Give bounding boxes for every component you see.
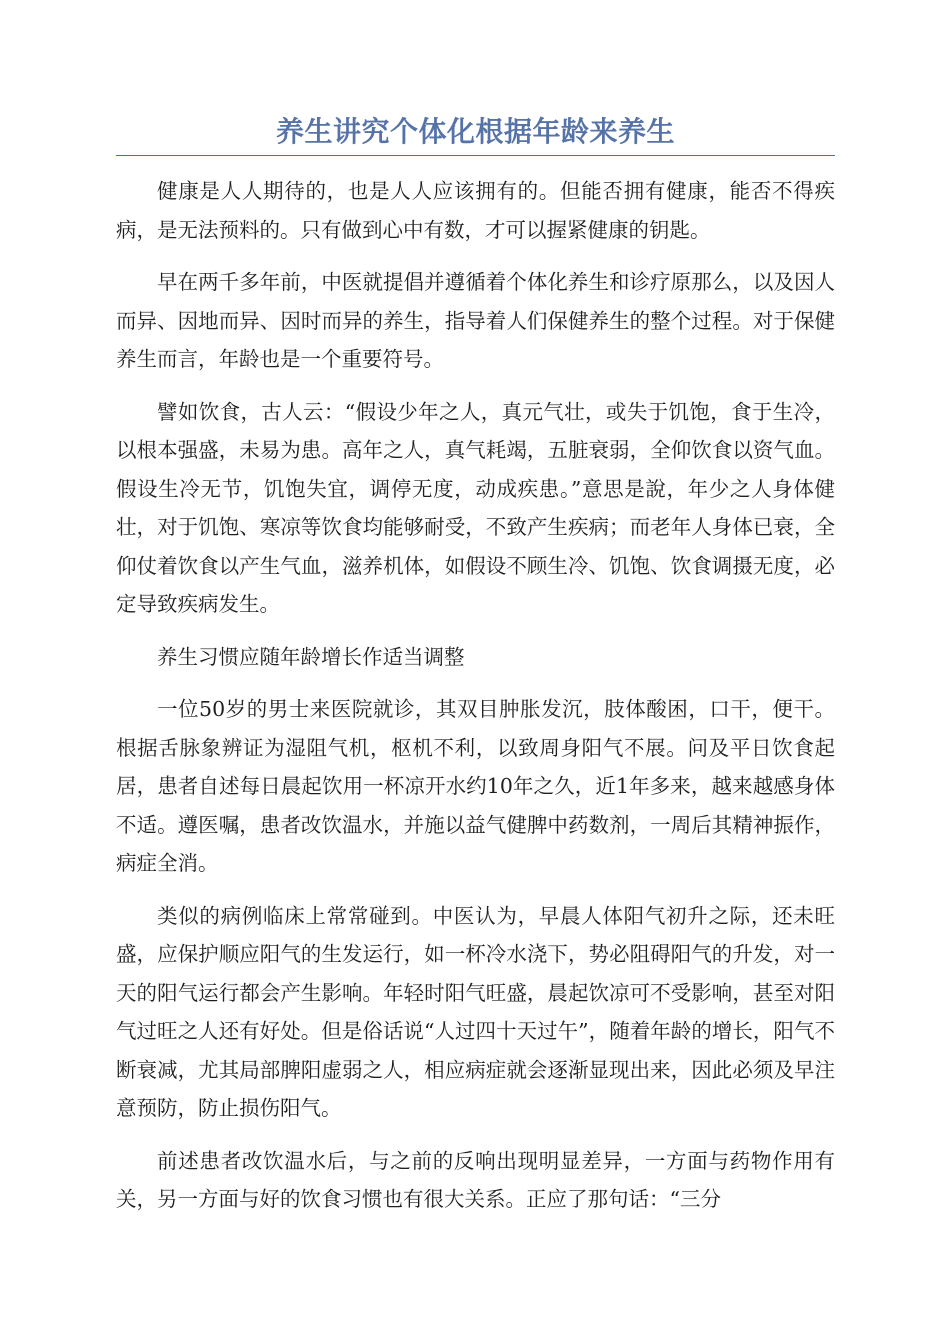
paragraph: 一位50岁的男士来医院就诊，其双目肿胀发沉，肢体酸困，口干，便干。根据舌脉象辨证为湿阻气机，枢机不利，以致周身阳气不展。问及平日饮食起居，患者自述每日晨起饮用一杯凉开水约10年之久，近1年多来，越来越感身体不适。遵医嘱，患者改饮温水，并施以益气健脾中药数剂，一周后其精神振作，病症全消。 xyxy=(116,697,835,875)
paragraph: 类似的病例临床上常常碰到。中医认为，早晨人体阳气初升之际，还未旺盛，应保护顺应阳气的生发运行，如一杯冷水浇下，势必阻碍阳气的升发，对一天的阳气运行都会产生影响。年轻时阳气旺盛，晨起饮凉可不受影响，甚至对阳气过旺之人还有好处。但是俗话说“人过四十天过午”，随着年龄的增长，阳气不断衰减，尤其局部脾阳虚弱之人，相应病症就会逐渐显现出来，因此必须及早注意预防，防止损伤阳气。 xyxy=(116,903,835,1120)
document-body xyxy=(116,172,835,1233)
paragraph: 早在两千多年前，中医就提倡并遵循着个体化养生和诊疗原那么，以及因人而异、因地而异、因时而异的养生，指导着人们保健养生的整个过程。对于保健养生而言，年龄也是一个重要符号。 xyxy=(116,270,835,371)
title-block xyxy=(116,112,835,156)
paragraph: 譬如饮食，古人云：“假设少年之人，真元气壮，或失于饥饱，食于生冷，以根本强盛，未易为患。高年之人，真气耗竭，五脏衰弱，全仰饮食以资气血。假设生冷无节，饥饱失宜，调停无度，动成疾患。”意思是說，年少之人身体健壮，对于饥饱、寒凉等饮食均能够耐受，不致产生疾病；而老年人身体已衰，全仰仗着饮食以产生气血，滋养机体，如假设不顾生冷、饥饱、饮食调摄无度，必定导致疾病发生。 xyxy=(116,399,835,616)
paragraph: 健康是人人期待的，也是人人应该拥有的。但能否拥有健康，能否不得疾病，是无法预料的。只有做到心中有数，才可以握紧健康的钥匙。 xyxy=(116,179,835,242)
paragraph: 前述患者改饮温水后，与之前的反响出现明显差异，一方面与药物作用有关，另一方面与好的饮食习惯也有很大关系。正应了那句话：“三分 xyxy=(116,1148,835,1211)
section-heading: 养生习惯应随年龄增长作适当调整 xyxy=(157,644,465,669)
document-title: 养生讲究个体化根据年龄来养生 xyxy=(275,115,675,148)
